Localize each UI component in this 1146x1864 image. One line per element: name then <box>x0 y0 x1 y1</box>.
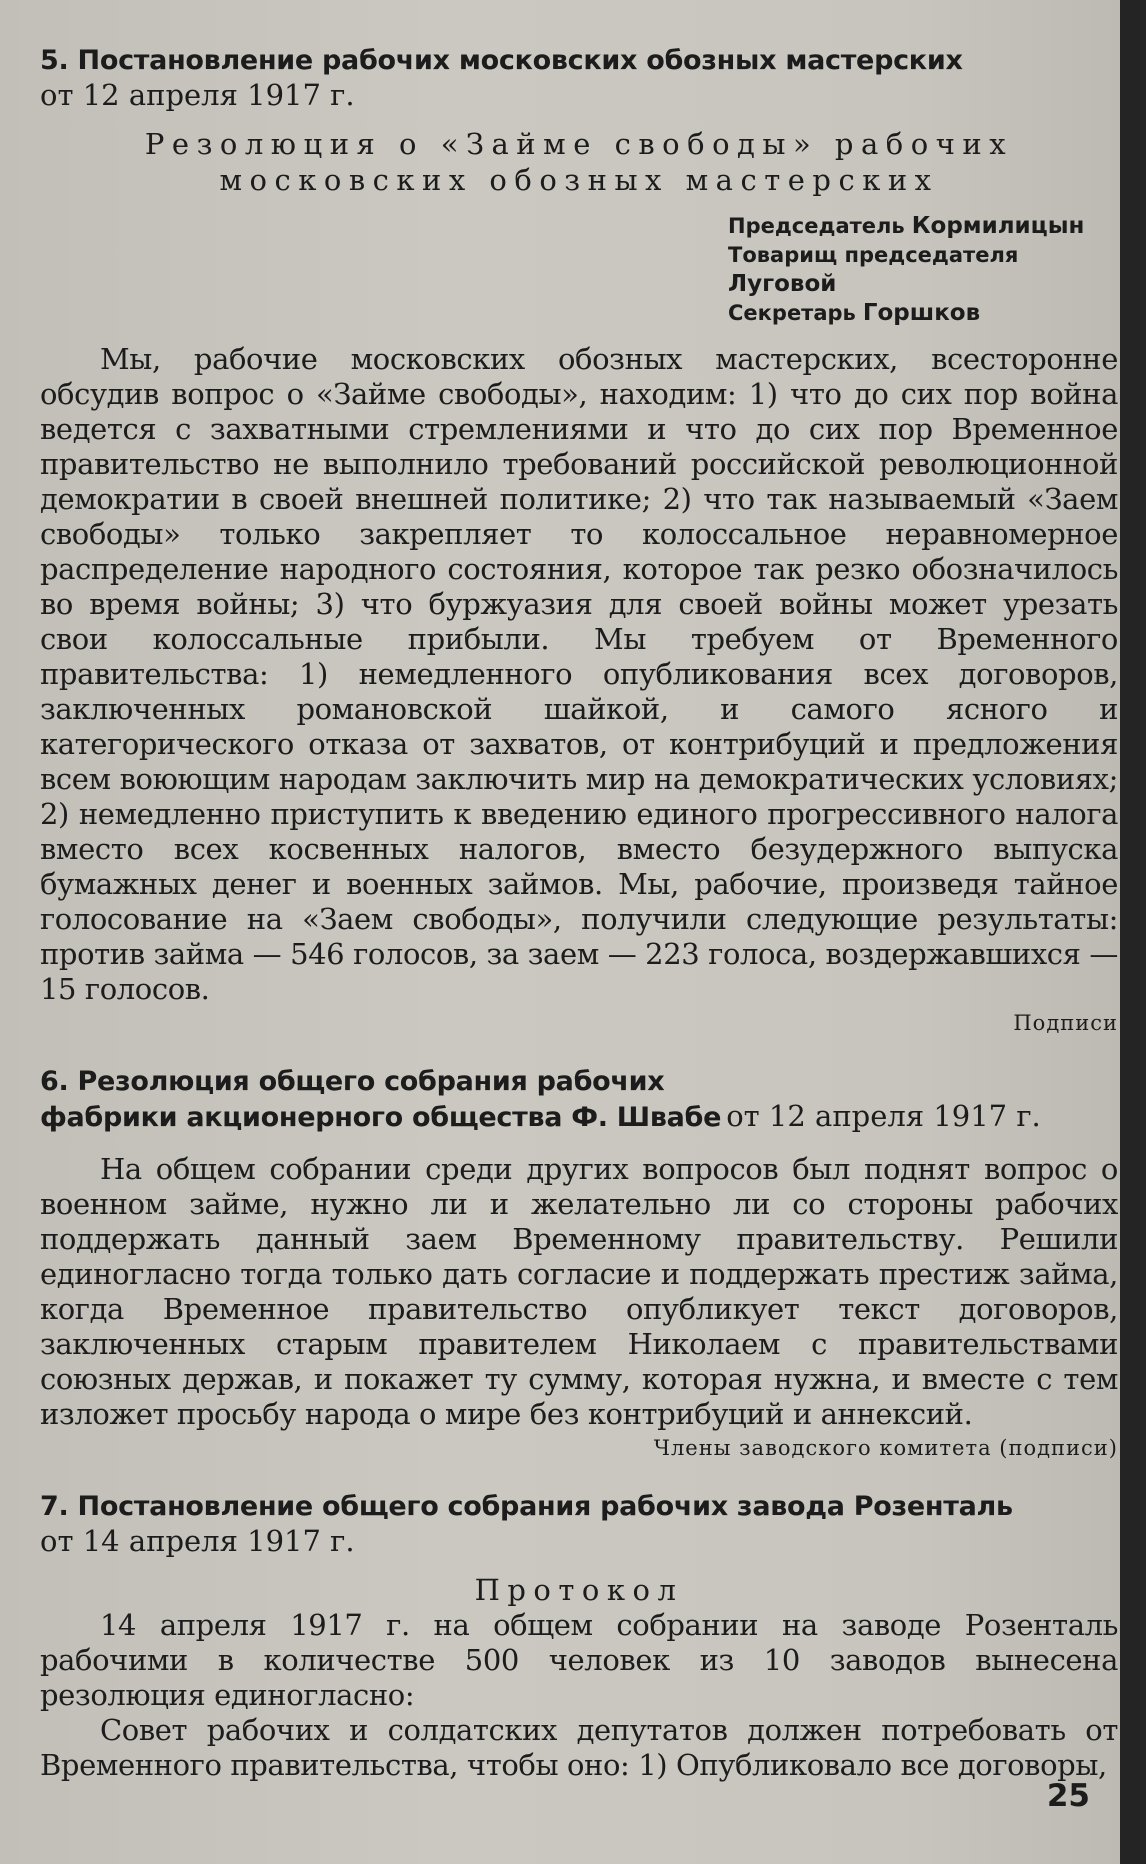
doc7-date: от 14 апреля 1917 г. <box>40 1524 355 1558</box>
doc6-heading-line2: фабрики акционерного общества Ф. Швабе <box>40 1102 722 1133</box>
doc7-title: Протокол <box>474 1573 684 1607</box>
doc7-body-1: 14 апреля 1917 г. на общем собрании на заводе Розенталь рабочими в количестве 500 человек из 10 заводов вынесена резолюция единогласно: <box>40 1608 1118 1712</box>
doc5-title-line2: московских обозных мастерских <box>219 163 939 197</box>
doc7-heading <box>40 1490 1118 1558</box>
doc5-body: Мы, рабочие московских обозных мастерских, всесторонне обсудив вопрос о «Займе свободы», находим: 1) что до сих пор война ведется с захватными стремлениями и что до сих пор Временное правительство не выполнило требований российской революционной демократии в своей внешней политике; 2) что так называемый «Заем свободы» только закрепляет то колоссальное неравномерное распределение народного состояния, которое так резко обозначилось во время войны; 3) что буржуазия для своей войны может урезать свои колоссальные прибыли. Мы требуем от Временного правительства: 1) немедленного опубликования всех договоров, заключенных романовской шайкой, и самого ясного и категорического отказа от захватов, от контрибуций и предложения всем воюющим народам заключить мир на демократических условиях; 2) немедленно приступить к введению единого прогрессивного налога вместо всех косвенных налогов, вместо безудержного выпуска бумажных денег и военных займов. Мы, рабочие, произведя тайное голосование на «Заем свободы», получили следующие результаты: против займа — 546 голосов, за заем — 223 голоса, воздержавшихся — 15 голосов. <box>40 342 1118 1006</box>
doc7-heading-text: 7. Постановление общего собрания рабочих завода Розенталь <box>40 1491 1013 1522</box>
doc5-signature: Подписи <box>1013 1011 1118 1035</box>
doc6-heading <box>40 1065 1118 1138</box>
doc6-date: от 12 апреля 1917 г. <box>726 1099 1041 1133</box>
doc7-body-2: Совет рабочих и солдатских депутатов должен потребовать от Временного правительства, чтобы оно: 1) Опубликовало все договоры, <box>40 1713 1118 1782</box>
doc6-heading-line1: 6. Резолюция общего собрания рабочих <box>40 1066 665 1097</box>
officer-row: Товарищ председателя Луговой <box>728 243 1019 297</box>
doc5-officers <box>728 212 1118 328</box>
doc5-title-line1: Резолюция о «Займе свободы» рабочих <box>144 127 1014 161</box>
doc6-body: На общем собрании среди других вопросов был поднят вопрос о военном займе, нужно ли и желательно ли со стороны рабочих поддержать данный заем Временному правительству. Решили единогласно тогда только дать согласие и поддержать престиж займа, когда Временное правительство опубликует текст договоров, заключенных старым правителем Николаем с правительствами союзных держав, и покажет ту сумму, которая нужна, и вместе с тем изложет просьбу народа о мире без контрибуций и аннексий. <box>40 1152 1118 1431</box>
page-content <box>40 44 1118 1783</box>
doc5-heading-text: 5. Постановление рабочих московских обозных мастерских <box>40 45 963 76</box>
page-number: 25 <box>1046 1778 1090 1814</box>
doc5-heading <box>40 44 1118 112</box>
doc6-signature: Члены заводского комитета (подписи) <box>653 1436 1118 1460</box>
officer-row: Председатель Кормилицын <box>728 213 1085 239</box>
officer-row: Секретарь Горшков <box>728 300 981 326</box>
page-edge-shadow <box>1120 0 1146 1864</box>
doc5-date: от 12 апреля 1917 г. <box>40 78 355 112</box>
